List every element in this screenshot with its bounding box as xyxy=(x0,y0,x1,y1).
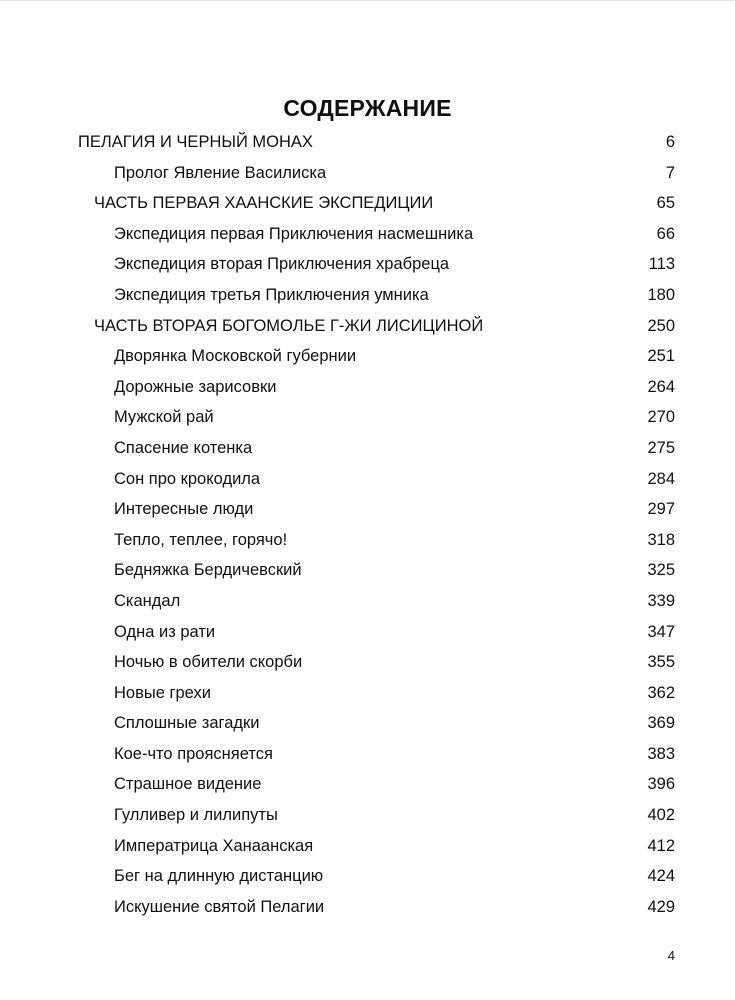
toc-entry-page: 251 xyxy=(647,347,675,366)
toc-entry[interactable] xyxy=(0,647,735,678)
toc-entry[interactable] xyxy=(0,617,735,648)
toc-entry-title: Новые грехи xyxy=(114,683,211,702)
toc-entry-page: 412 xyxy=(647,836,675,855)
toc-entry[interactable] xyxy=(0,433,735,464)
toc-entry-page: 402 xyxy=(647,806,675,825)
toc-entry-title: Пролог Явление Василиска xyxy=(114,163,327,182)
toc-entry-page: 270 xyxy=(647,408,675,427)
toc-entry-title: ЧАСТЬ ПЕРВАЯ ХААНСКИЕ ЭКСПЕДИЦИИ xyxy=(94,194,434,213)
toc-entry-title: Дворянка Московской губернии xyxy=(114,347,357,366)
toc-entry-page: 339 xyxy=(647,591,675,610)
toc-entry[interactable] xyxy=(0,464,735,495)
toc-entry[interactable] xyxy=(0,341,735,372)
toc-entry-title: Бедняжка Бердичевский xyxy=(114,561,302,580)
toc-entry-title: Экспедиция первая Приключения насмешника xyxy=(114,224,474,243)
toc-entry[interactable] xyxy=(0,525,735,556)
toc-entry-title: Интересные люди xyxy=(114,500,254,519)
toc-entry-page: 7 xyxy=(665,163,675,182)
toc-entry[interactable] xyxy=(0,188,735,219)
toc-entry[interactable] xyxy=(0,586,735,617)
toc-entry[interactable] xyxy=(0,800,735,831)
toc-entry[interactable] xyxy=(0,158,735,189)
toc-entry-title: Искушение святой Пелагии xyxy=(114,897,325,916)
toc-entry[interactable] xyxy=(0,555,735,586)
toc-entry[interactable] xyxy=(0,831,735,862)
toc-entry-title: Кое-что проясняется xyxy=(114,744,273,763)
toc-entry-page: 113 xyxy=(648,255,675,274)
toc-entry-title: Сплошные загадки xyxy=(114,714,260,733)
toc-entry-page: 6 xyxy=(665,133,675,151)
toc-entry-title: Гулливер и лилипуты xyxy=(114,806,278,825)
toc-entry[interactable] xyxy=(0,280,735,311)
toc-entry[interactable] xyxy=(0,127,735,158)
toc-entry-title: Спасение котенка xyxy=(114,438,253,457)
toc-entry-page: 250 xyxy=(647,316,675,335)
toc-entry[interactable] xyxy=(0,708,735,739)
toc-entry-title: Сон про крокодила xyxy=(114,469,261,488)
table-of-contents xyxy=(0,127,735,922)
toc-entry[interactable] xyxy=(0,494,735,525)
toc-entry-title: Экспедиция вторая Приключения храбреца xyxy=(114,255,450,274)
toc-entry-page: 383 xyxy=(647,744,675,763)
toc-entry-title: ПЕЛАГИЯ И ЧЕРНЫЙ МОНАХ xyxy=(78,133,313,151)
toc-entry-page: 66 xyxy=(656,224,675,243)
toc-entry[interactable] xyxy=(0,861,735,892)
toc-entry[interactable] xyxy=(0,892,735,923)
toc-entry[interactable] xyxy=(0,769,735,800)
toc-entry-page: 396 xyxy=(647,775,675,794)
top-divider xyxy=(0,0,735,1)
toc-entry-page: 325 xyxy=(647,561,675,580)
toc-entry-title: Бег на длинную дистанцию xyxy=(114,867,324,886)
page-number: 4 xyxy=(667,948,675,963)
toc-entry[interactable] xyxy=(0,402,735,433)
toc-entry-title: Экспедиция третья Приключения умника xyxy=(114,285,429,304)
toc-entry-title: Тепло, теплее, горячо! xyxy=(114,530,288,549)
toc-entry-page: 275 xyxy=(647,438,675,457)
toc-entry[interactable] xyxy=(0,311,735,342)
toc-entry[interactable] xyxy=(0,219,735,250)
toc-entry-page: 347 xyxy=(647,622,675,641)
toc-entry-page: 297 xyxy=(647,500,675,519)
toc-entry-title: Страшное видение xyxy=(114,775,262,794)
toc-entry-title: Императрица Ханаанская xyxy=(114,836,314,855)
toc-entry-page: 369 xyxy=(647,714,675,733)
toc-entry-page: 429 xyxy=(647,897,675,916)
toc-entry-page: 65 xyxy=(656,194,675,213)
toc-entry-title: Скандал xyxy=(114,591,181,610)
toc-entry-page: 424 xyxy=(647,867,675,886)
page-title: СОДЕРЖАНИЕ xyxy=(283,95,452,121)
toc-entry-title: ЧАСТЬ ВТОРАЯ БОГОМОЛЬЕ Г-ЖИ ЛИСИЦИНОЙ xyxy=(94,316,484,335)
toc-entry-page: 284 xyxy=(647,469,675,488)
toc-entry-page: 355 xyxy=(647,653,675,672)
toc-entry-title: Мужской рай xyxy=(114,408,214,427)
toc-entry-title: Дорожные зарисовки xyxy=(114,377,277,396)
toc-entry[interactable] xyxy=(0,739,735,770)
toc-entry-page: 362 xyxy=(647,683,675,702)
toc-entry[interactable] xyxy=(0,678,735,709)
toc-entry[interactable] xyxy=(0,372,735,403)
toc-entry-page: 180 xyxy=(647,285,675,304)
toc-entry-title: Ночью в обители скорби xyxy=(114,653,303,672)
toc-entry-title: Одна из рати xyxy=(114,622,216,641)
toc-entry[interactable] xyxy=(0,249,735,280)
toc-entry-page: 318 xyxy=(647,530,675,549)
toc-entry-page: 264 xyxy=(647,377,675,396)
